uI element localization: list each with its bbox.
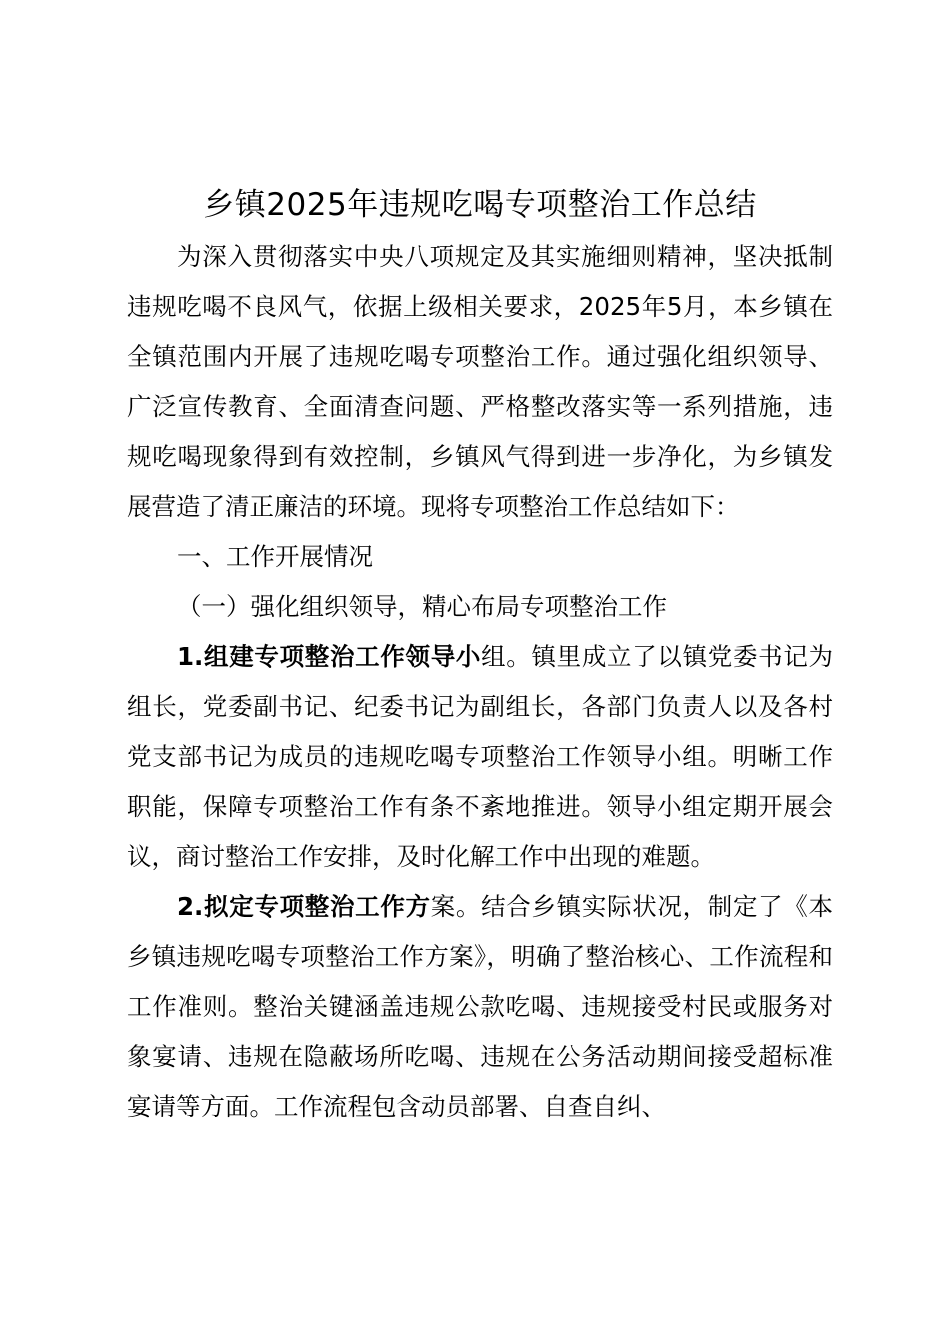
item-2-body: 案。结合乡镇实际状况，制定了《本乡镇违规吃喝专项整治工作方案》，明确了整治核心、工作流程和工作准则。整治关键涵盖违规公款吃喝、违规接受村民或服务对象宴请、违规在隐蔽场所吃喝、违规在公务活动期间接受超标准宴请等方面。工作流程包含动员部署、自查自纠、	[127, 892, 834, 1121]
item-1-paragraph	[127, 632, 833, 882]
item-1-body: 组。镇里成立了以镇党委书记为组长，党委副书记、纪委书记为副组长，各部门负责人以及各村党支部书记为成员的违规吃喝专项整治工作领导小组。明晰工作职能，保障专项整治工作有条不紊地推进。领导小组定期开展会议，商讨整治工作安排，及时化解工作中出现的难题。	[127, 642, 834, 871]
subsection-heading: （一）强化组织领导，精心布局专项整治工作	[177, 592, 667, 621]
item-2-paragraph	[127, 882, 833, 1132]
document-title: 乡镇2025年违规吃喝专项整治工作总结	[203, 187, 757, 223]
section-heading: 一、工作开展情况	[177, 542, 373, 571]
intro-paragraph: 为深入贯彻落实中央八项规定及其实施细则精神，坚决抵制违规吃喝不良风气，依据上级相关要求，2025年5月，本乡镇在全镇范围内开展了违规吃喝专项整治工作。通过强化组织领导、广泛宣传教育、全面清查问题、严格整改落实等一系列措施，违规吃喝现象得到有效控制，乡镇风气得到进一步净化，为乡镇发展营造了清正廉洁的环境。现将专项整治工作总结如下：	[127, 242, 833, 521]
item-2-lead: 2.拟定专项整治工作方	[177, 892, 431, 921]
item-1-lead: 1.组建专项整治工作领导小	[177, 642, 482, 671]
document-body	[127, 232, 833, 1132]
